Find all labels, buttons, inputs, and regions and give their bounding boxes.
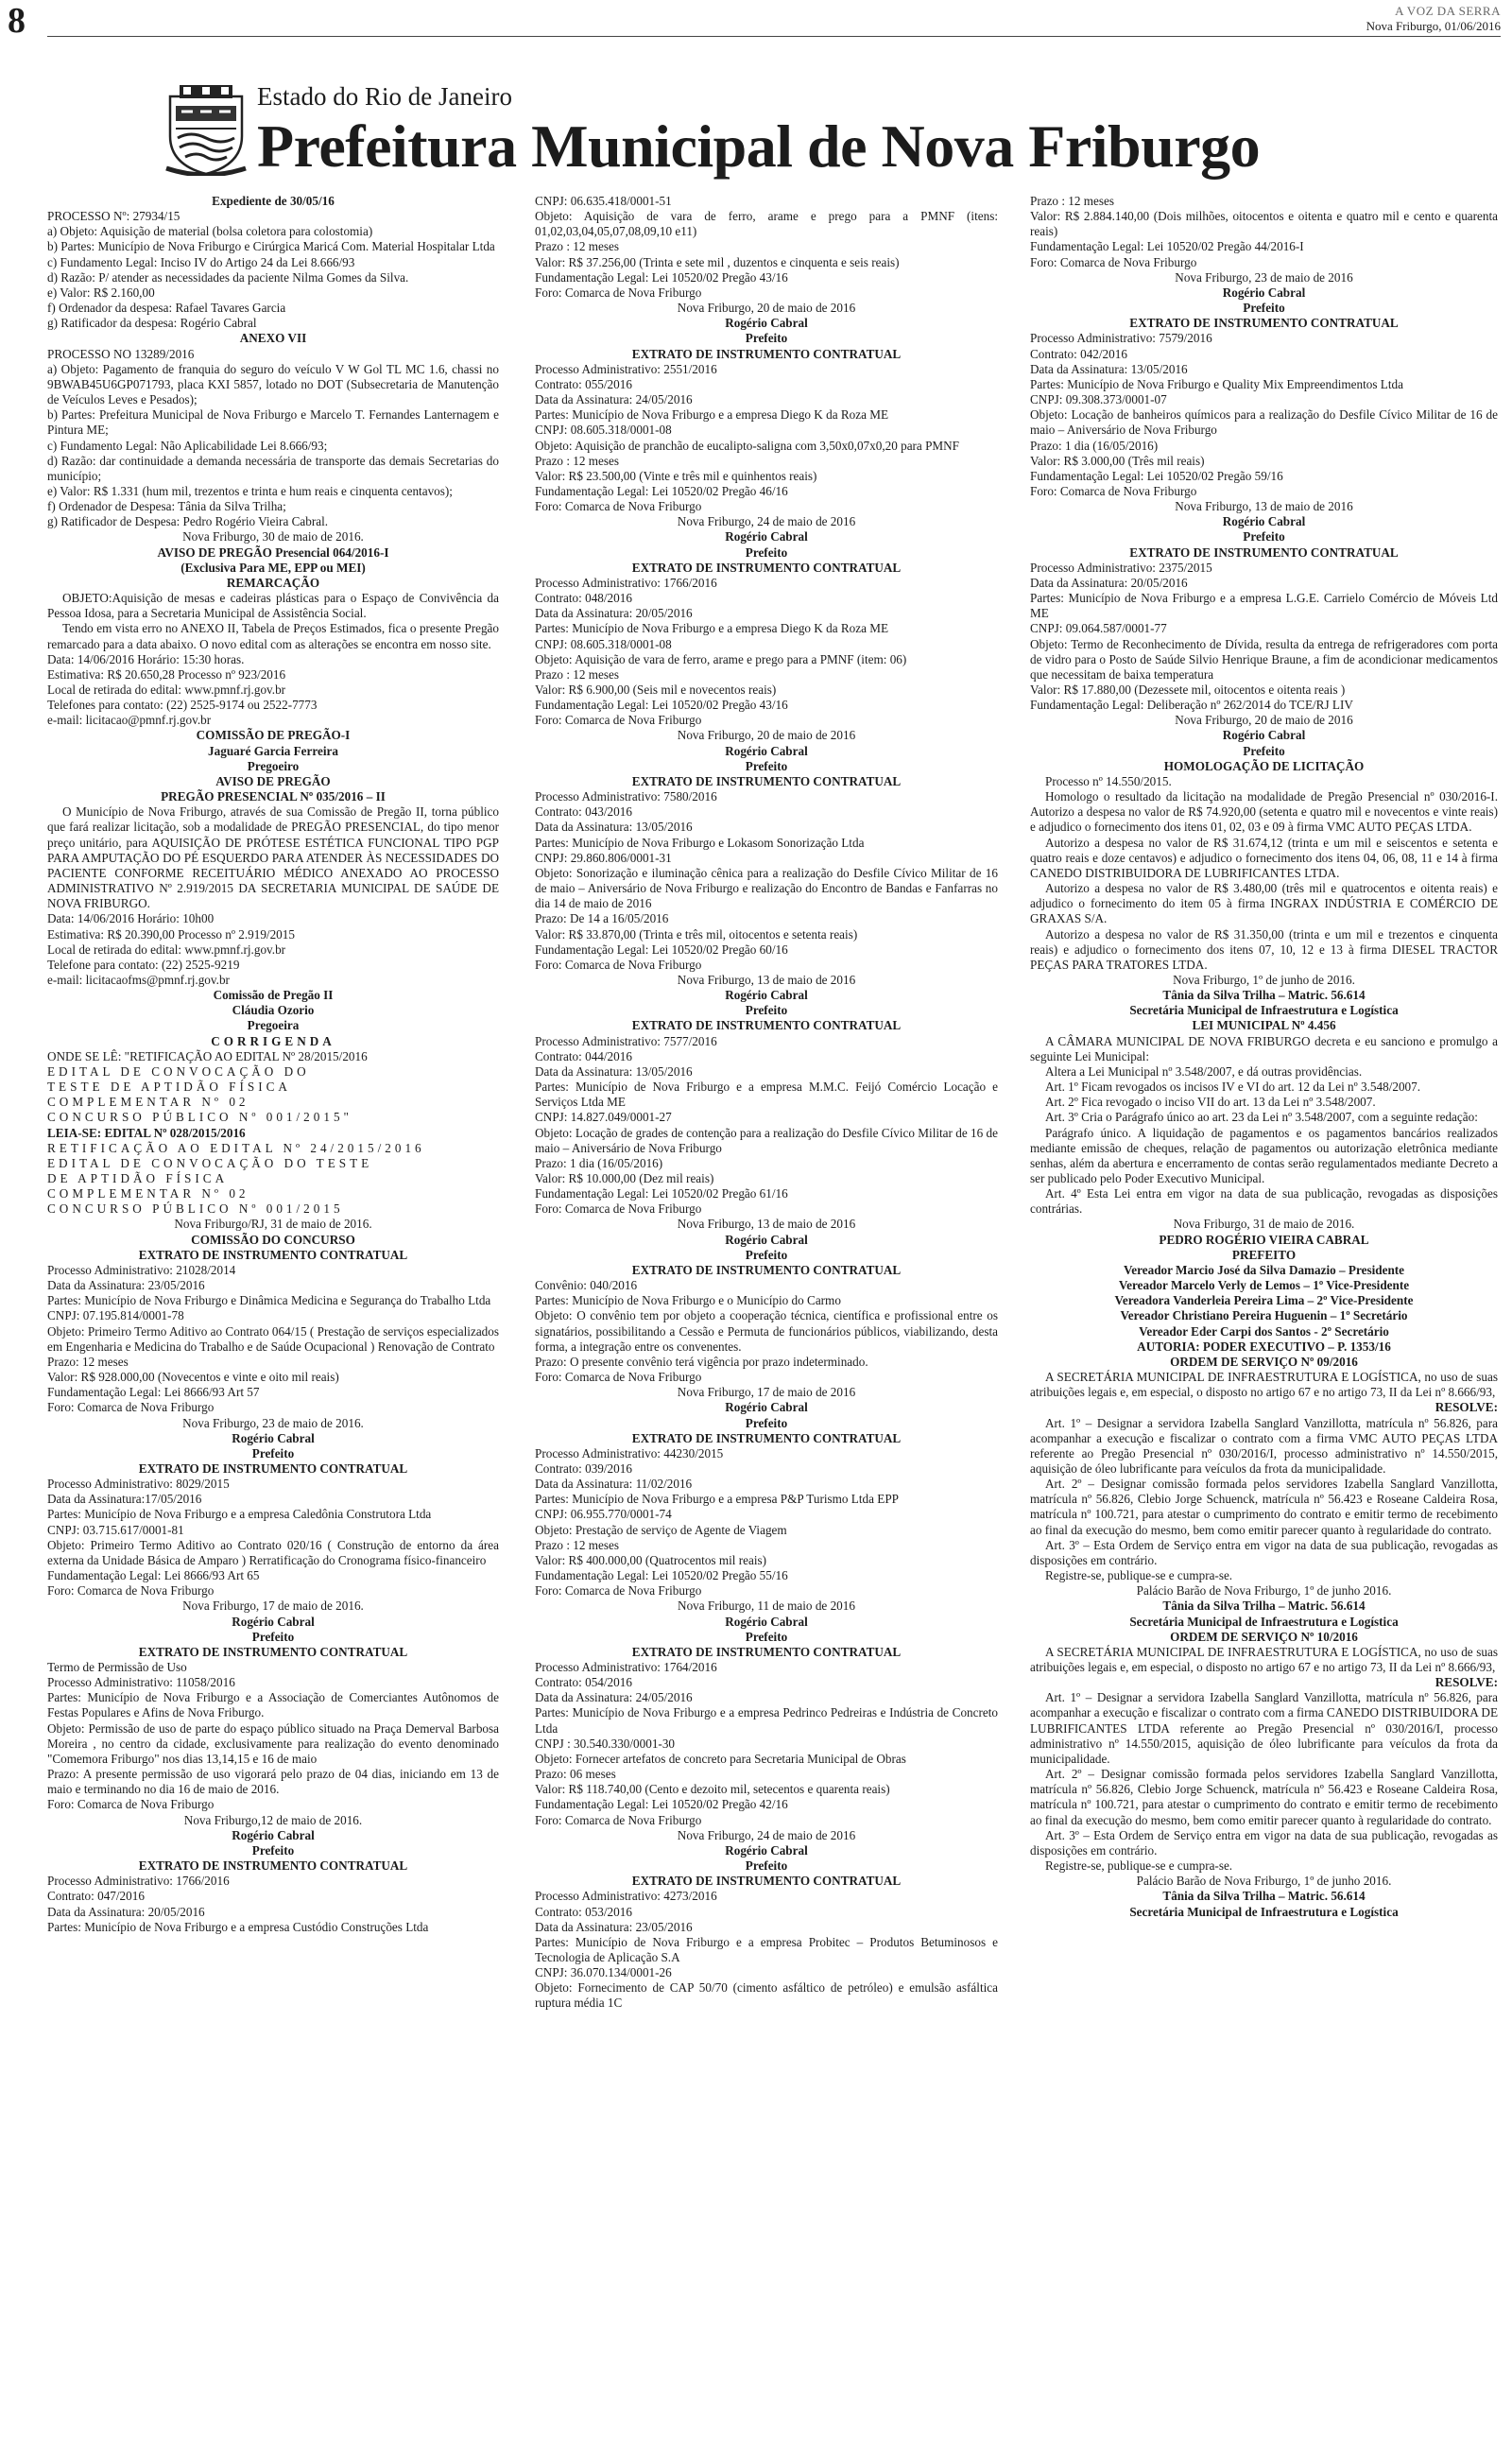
signature-line: AUTORIA: PODER EXECUTIVO – P. 1353/16 (1137, 1339, 1391, 1354)
text-line: Partes: Município de Nova Friburgo e a empresa Custódio Construções Ltda (47, 1919, 429, 1934)
text-line: Foro: Comarca de Nova Friburgo (535, 1201, 702, 1217)
text-line: g) Ratificador da despesa: Rogério Cabral (47, 316, 257, 331)
text-line: Contrato: 053/2016 (535, 1904, 632, 1919)
text-line: Partes: Município de Nova Friburgo e a empresa Probitec – Produtos Betuminosos e Tecnologia de Aplicação S.A (535, 1934, 998, 1964)
text-line: Partes: Município de Nova Friburgo e Quality Mix Empreendimentos Ltda (1030, 376, 1403, 391)
text-line: Objeto: Fornecimento de CAP 50/70 (cimento asfáltico de petróleo) e emulsão asfáltica ruptura média 1C (535, 1980, 998, 2011)
text-line: Prazo : 12 meses (535, 666, 619, 682)
text-line: Partes: Município de Nova Friburgo e a empresa Diego K da Roza ME (535, 407, 889, 423)
date-line: Nova Friburgo, 24 de maio de 2016 (677, 514, 856, 529)
text-line: Foro: Comarca de Nova Friburgo (47, 1400, 215, 1415)
text-line: CNPJ: 07.195.814/0001-78 (47, 1308, 184, 1323)
text-line: Contrato: 042/2016 (1030, 346, 1127, 361)
text-line: f) Ordenador de Despesa: Tânia da Silva Trilha; (47, 499, 286, 514)
signature-line: COMISSÃO DE PREGÃO-I (196, 728, 351, 743)
section-heading: EXTRATO DE INSTRUMENTO CONTRATUAL (631, 1644, 902, 1659)
text-line: Foro: Comarca de Nova Friburgo (1030, 254, 1197, 269)
date-line: Nova Friburgo, 20 de maio de 2016 (677, 728, 856, 743)
text-line: Objeto: O convênio tem por objeto a cooperação técnica, científica e profissional entre os signatários, possibilitando a Cessão e Permuta de funcionários públicos, viabilizando, desta forma, a integração entre os convenentes. (535, 1308, 998, 1354)
text-line: d) Razão: P/ atender as necessidades da paciente Nilma Gomes da Silva. (47, 269, 409, 285)
text-line: Data da Assinatura: 13/05/2016 (1030, 361, 1188, 376)
text-line: Art. 2º – Designar comissão formada pelos servidores Izabella Sanglard Vanzillotta, matrícula nº 56.826, Clebio Jorge Schuenck, matrícula nº 56.423 e Roseane Caldeira Rosa, matrícula nº 100.721, para atestar o cumprimento do contrato e emitir termo de recebimento ao final da execução do mesmo, bem como emitir parecer quanto à regularidade do contrato. (1030, 1767, 1498, 1827)
text-line: Prazo : 12 meses (535, 453, 619, 468)
text-line: g) Ratificador de Despesa: Pedro Rogério Vieira Cabral. (47, 514, 329, 529)
text-line: Fundamentação Legal: Lei 10520/02 Pregão 55/16 (535, 1568, 788, 1583)
text-line: Objeto: Primeiro Termo Aditivo ao Contrato 020/16 ( Construção de entorno da área externa da Unidade Básica de Amparo ) Rerratificação do Cronograma físico-financeiro (47, 1537, 499, 1567)
section-heading: LEI MUNICIPAL Nº 4.456 (1192, 1018, 1336, 1033)
text-line: Processo Administrativo: 7580/2016 (535, 789, 717, 804)
date-line: Nova Friburgo, 23 de maio de 2016. (182, 1415, 364, 1430)
text-line: CNPJ: 09.308.373/0001-07 (1030, 392, 1167, 407)
date-line: Nova Friburgo, 11 de maio de 2016 (678, 1599, 855, 1614)
section-heading: EXTRATO DE INSTRUMENTO CONTRATUAL (631, 1018, 902, 1033)
text-line: Objeto: Aquisição de pranchão de eucalipto-saligna com 3,50x0,07x0,20 para PMNF (535, 438, 960, 453)
text-line: Fundamentação Legal: Lei 8666/93 Art 57 (47, 1385, 260, 1400)
section-subheading: REMARCAÇÃO (226, 575, 320, 590)
text-line: e-mail: licitacao@pmnf.rj.gov.br (47, 713, 212, 728)
text-line: Foro: Comarca de Nova Friburgo (535, 1583, 702, 1599)
text-line: Prazo: De 14 a 16/05/2016 (535, 911, 669, 926)
section-heading: EXTRATO DE INSTRUMENTO CONTRATUAL (138, 1644, 408, 1659)
text-line: Termo de Permissão de Uso (47, 1660, 187, 1674)
header-rule (47, 36, 1501, 37)
text-line: Processo Administrativo: 44230/2015 (535, 1445, 724, 1460)
text-line: Estimativa: R$ 20.390,00 Processo nº 2.919/2015 (47, 926, 295, 942)
text-line: Data da Assinatura: 13/05/2016 (535, 820, 693, 835)
signature-line: Rogério Cabral (725, 529, 808, 544)
text-line: Foro: Comarca de Nova Friburgo (535, 499, 702, 514)
signature-line: Prefeito (745, 331, 788, 346)
text-line: Objeto: Aquisição de vara de ferro, arame e prego para a PMNF (item: 06) (535, 651, 907, 666)
signature-line: Tânia da Silva Trilha – Matric. 56.614 (1162, 1599, 1366, 1614)
date-line: Nova Friburgo, 23 de maio de 2016 (1175, 269, 1353, 285)
text-line: Prazo: O presente convênio terá vigência por prazo indeterminado. (535, 1354, 868, 1369)
text-line: e) Valor: R$ 2.160,00 (47, 285, 155, 300)
text-line: Processo Administrativo: 2551/2016 (535, 361, 717, 376)
text-line: PROCESSO Nº: 27934/15 (47, 209, 180, 224)
text-line: Data: 14/06/2016 Horário: 15:30 horas. (47, 651, 245, 666)
text-line: Autorizo a despesa no valor de R$ 31.350,00 (trinta e um mil e trezentos e cinquenta reais) e adjudico o fornecimento dos itens 07, 10, 12 e 13 à firma DIESEL TRACTOR PEÇAS PARA TRATORES LTDA. (1030, 926, 1498, 972)
text-line: Foro: Comarca de Nova Friburgo (535, 1812, 702, 1827)
text-line: d) Razão: dar continuidade a demanda necessária de transporte das demais Secretarias do município; (47, 453, 499, 483)
signature-line: Jaguaré Garcia Ferreira (208, 743, 338, 758)
text-line: CNPJ: 29.860.806/0001-31 (535, 850, 672, 865)
text-line: Data da Assinatura: 20/05/2016 (47, 1904, 205, 1919)
section-heading: EXTRATO DE INSTRUMENTO CONTRATUAL (631, 560, 902, 575)
text-line: EDITAL DE CONVOCAÇÃO DO TESTE (47, 1155, 373, 1170)
text-line: CNPJ: 03.715.617/0001-81 (47, 1522, 184, 1537)
text-line: Prazo : 12 meses (535, 1537, 619, 1552)
text-line: Estimativa: R$ 20.650,28 Processo nº 923/2016 (47, 666, 286, 682)
text-line: Data da Assinatura: 23/05/2016 (47, 1278, 205, 1293)
signature-line: Secretária Municipal de Infraestrutura e Logística (1129, 1904, 1399, 1919)
signature-line: Rogério Cabral (725, 1842, 808, 1858)
signature-line: Tânia da Silva Trilha – Matric. 56.614 (1162, 1889, 1366, 1904)
text-line: Objeto: Prestação de serviço de Agente de Viagem (535, 1522, 787, 1537)
signature-line: Prefeito (745, 1003, 788, 1018)
signature-line: Prefeito (745, 1247, 788, 1262)
section-heading: EXTRATO DE INSTRUMENTO CONTRATUAL (138, 1858, 408, 1874)
expediente-heading: Expediente de 30/05/16 (212, 194, 335, 208)
text-line: Objeto: Primeiro Termo Aditivo ao Contrato 064/15 ( Prestação de serviços especializados em Engenharia e Medicina do Trabalho e de Saúde Ocupacional ) Renovação de Contrato (47, 1323, 499, 1354)
text-line: Processo Administrativo: 7579/2016 (1030, 331, 1212, 346)
signature-line: Secretária Municipal de Infraestrutura e Logística (1129, 1003, 1399, 1018)
text-line: CONCURSO PÚBLICO Nº 001/2015" (47, 1110, 352, 1125)
text-line: Processo Administrativo: 8029/2015 (47, 1477, 230, 1492)
text-line: Data da Assinatura: 24/05/2016 (535, 1690, 693, 1705)
text-line: Processo Administrativo: 1764/2016 (535, 1660, 717, 1674)
text-line: Fundamentação Legal: Lei 10520/02 Pregão 59/16 (1030, 468, 1283, 483)
text-line: Fundamentação Legal: Lei 8666/93 Art 65 (47, 1568, 260, 1583)
text-line: Prazo: 06 meses (535, 1767, 616, 1782)
signature-line: Prefeito (745, 1858, 788, 1874)
text-line: Fundamentação Legal: Lei 10520/02 Pregão 61/16 (535, 1186, 788, 1201)
text-line: Autorizo a despesa no valor de R$ 31.674,12 (trinta e um mil e seiscentos e setenta e quatro reais e doze centavos) e adjudico o fornecimento dos itens 04, 06, 08, 11 e 14 à firma CANEDO DISTRIBUIDORA DE LUBRIFICANTES LTDA. (1030, 835, 1498, 880)
signature-line: Cláudia Ozorio (232, 1003, 315, 1018)
text-line: Prazo: 1 dia (16/05/2016) (1030, 438, 1159, 453)
date-line: Palácio Barão de Nova Friburgo, 1º de junho 2016. (1136, 1874, 1392, 1889)
signature-line: Rogério Cabral (1222, 728, 1306, 743)
signature-line: PEDRO ROGÉRIO VIEIRA CABRAL (1159, 1232, 1369, 1247)
text-line: Contrato: 054/2016 (535, 1675, 632, 1690)
section-heading: CORRIGENDA (211, 1033, 335, 1048)
date-line: Nova Friburgo, 31 de maio de 2016. (1173, 1217, 1355, 1232)
section-heading: ORDEM DE SERVIÇO Nº 10/2016 (1170, 1629, 1358, 1644)
signature-line: Rogério Cabral (725, 316, 808, 331)
date-line: Nova Friburgo,12 de maio de 2016. (183, 1812, 363, 1827)
signature-line: Rogério Cabral (725, 1400, 808, 1415)
signature-line: Rogério Cabral (232, 1827, 315, 1842)
date-line: Nova Friburgo, 13 de maio de 2016 (1175, 499, 1353, 514)
resolve-label: RESOLVE: (1435, 1400, 1498, 1415)
date-line: Nova Friburgo, 20 de maio de 2016 (1175, 713, 1353, 728)
date-line: Nova Friburgo, 20 de maio de 2016 (677, 301, 856, 316)
text-line: a) Objeto: Aquisição de material (bolsa coletora para colostomia) (47, 224, 373, 239)
signature-line: PREFEITO (1231, 1247, 1297, 1262)
section-heading: EXTRATO DE INSTRUMENTO CONTRATUAL (631, 1262, 902, 1277)
date-line: Nova Friburgo, 13 de maio de 2016 (677, 972, 856, 987)
text-line: OBJETO:Aquisição de mesas e cadeiras plásticas para o Espaço de Convivência da Pessoa Idosa, para a Secretaria Municipal de Assistência Social. (47, 591, 499, 621)
signature-line: Prefeito (745, 544, 788, 560)
signature-line: Rogério Cabral (232, 1614, 315, 1629)
text-line: Contrato: 048/2016 (535, 591, 632, 606)
section-subheading: (Exclusiva Para ME, EPP ou MEI) (180, 560, 366, 575)
section-heading: AVISO DE PREGÃO Presencial 064/2016-I (157, 544, 389, 560)
text-line: CNPJ: 06.955.770/0001-74 (535, 1507, 672, 1522)
signature-line: Prefeito (745, 758, 788, 773)
text-line: A SECRETÁRIA MUNICIPAL DE INFRAESTRUTURA E LOGÍSTICA, no uso de suas atribuições legais e, em especial, o disposto no artigo 67 e no artigo 73, II da Lei nº 8.666/93, (1030, 1370, 1498, 1400)
text-line: Processo Administrativo: 11058/2016 (47, 1675, 235, 1690)
text-line: Data da Assinatura: 23/05/2016 (535, 1919, 693, 1934)
text-line: Homologo o resultado da licitação na modalidade de Pregão Presencial nº 030/2016-I. Autorizo a despesa no valor de R$ 74.920,00 (setenta e quatro mil e novecentos e vinte reais) e adjudico o fornecimento dos itens 01, 02, 03 e 09 à firma VMC AUTO PEÇAS LTDA. (1030, 789, 1498, 835)
date-line: Nova Friburgo, 30 de maio de 2016. (182, 529, 364, 544)
text-line: Registre-se, publique-se e cumpra-se. (1045, 1858, 1233, 1874)
signature-line: Prefeito (251, 1629, 295, 1644)
text-line: CNPJ: 06.635.418/0001-51 (535, 194, 672, 208)
text-line: Data: 14/06/2016 Horário: 10h00 (47, 911, 215, 926)
text-line: Objeto: Locação de grades de contenção para a realização do Desfile Cívico Militar de 16 de maio – Aniversário de Nova Friburgo (535, 1125, 998, 1155)
date-line: Nova Friburgo/RJ, 31 de maio de 2016. (174, 1217, 372, 1232)
text-line: e) Valor: R$ 1.331 (hum mil, trezentos e trinta e hum reais e cinquenta centavos); (47, 483, 453, 498)
text-line: Valor: R$ 23.500,00 (Vinte e três mil e quinhentos reais) (535, 468, 817, 483)
text-line: ONDE SE LÊ: "RETIFICAÇÃO AO EDITAL Nº 28/2015/2016 (47, 1048, 368, 1063)
signature-line: Comissão de Pregão II (213, 988, 334, 1003)
text-line: Foro: Comarca de Nova Friburgo (47, 1797, 215, 1812)
text-line: CNPJ: 14.827.049/0001-27 (535, 1110, 672, 1125)
text-line: Prazo : 12 meses (535, 239, 619, 254)
text-line: DE APTIDÃO FÍSICA (47, 1171, 229, 1185)
text-line: CNPJ: 36.070.134/0001-26 (535, 1965, 672, 1980)
signature-line: Secretária Municipal de Infraestrutura e Logística (1129, 1614, 1399, 1629)
column-1 (47, 194, 499, 1935)
text-line: Processo nº 14.550/2015. (1045, 773, 1172, 788)
signature-line: Rogério Cabral (725, 743, 808, 758)
section-heading: EXTRATO DE INSTRUMENTO CONTRATUAL (138, 1247, 408, 1262)
text-line: CNPJ: 09.064.587/0001-77 (1030, 621, 1167, 636)
newspaper-masthead (1366, 4, 1501, 34)
text-line: Convênio: 040/2016 (535, 1278, 638, 1293)
text-line: Local de retirada do edital: www.pmnf.rj.gov.br (47, 942, 286, 957)
text-line: Foro: Comarca de Nova Friburgo (535, 285, 702, 300)
section-heading: EXTRATO DE INSTRUMENTO CONTRATUAL (631, 346, 902, 361)
text-line: Valor: R$ 37.256,00 (Trinta e sete mil , duzentos e cinquenta e seis reais) (535, 254, 900, 269)
date-line: Nova Friburgo, 17 de maio de 2016. (182, 1599, 364, 1614)
text-line: Objeto: Locação de banheiros químicos para a realização do Desfile Cívico Militar de 16 de maio – Aniversário de Nova Friburgo (1030, 407, 1498, 438)
page-number: 8 (8, 1, 26, 41)
text-line: Autorizo a despesa no valor de R$ 3.480,00 (três mil e quatrocentos e oitenta reais) e adjudico o fornecimento do item 05 à firma INGRAX INDÚSTRIA E COMÉRCIO DE GRAXAS S/A. (1030, 881, 1498, 926)
text-line: Objeto: Fornecer artefatos de concreto para Secretaria Municipal de Obras (535, 1751, 906, 1766)
text-line: Data da Assinatura: 20/05/2016 (535, 606, 693, 621)
text-line: Contrato: 039/2016 (535, 1460, 632, 1476)
state-name: Estado do Rio de Janeiro (257, 82, 512, 111)
text-line: Registre-se, publique-se e cumpra-se. (1045, 1568, 1233, 1583)
text-line: A CÂMARA MUNICIPAL DE NOVA FRIBURGO decreta e eu sanciono e promulgo a seguinte Lei Municipal: (1030, 1033, 1498, 1063)
text-line: Valor: R$ 6.900,00 (Seis mil e novecentos reais) (535, 683, 777, 697)
text-line: b) Partes: Prefeitura Municipal de Nova Friburgo e Marcelo T. Fernandes Lanternagem e Pintura ME; (47, 407, 499, 438)
text-line: Art. 1º – Designar a servidora Izabella Sanglard Vanzillotta, matrícula nº 56.826, para acompanhar a execução e fiscalizar o contrato com a firma VMC AUTO PEÇAS LTDA referente ao Pregão Presencial nº 030/2016/I, processo administrativo nº 14.550/2015, aquisição de óleo lubrificante para veículos da frota da municipalidade. (1030, 1415, 1498, 1476)
text-line: Valor: R$ 2.884.140,00 (Dois milhões, oitocentos e oitenta e quatro mil e cento e quarenta reais) (1030, 209, 1498, 239)
signature-line: Vereadora Vanderleia Pereira Lima – 2º Vice-Presidente (1114, 1293, 1414, 1308)
text-line: Data da Assinatura: 13/05/2016 (535, 1063, 693, 1079)
text-line: Valor: R$ 3.000,00 (Três mil reais) (1030, 453, 1205, 468)
date-line: Palácio Barão de Nova Friburgo, 1º de junho 2016. (1136, 1583, 1392, 1599)
text-line: Partes: Município de Nova Friburgo e a empresa P&P Turismo Ltda EPP (535, 1492, 899, 1507)
signature-line: Rogério Cabral (1222, 514, 1306, 529)
signature-line: Rogério Cabral (232, 1430, 315, 1445)
text-line: Objeto: Termo de Reconhecimento de Dívida, resulta da entrega de refrigeradores com porta de vidro para o Posto de Saúde Silvio Henrique Braune, a fim de acondicionar medicamentos que necessitam de baixa temperatura (1030, 636, 1498, 682)
text-line: Partes: Município de Nova Friburgo e a empresa Diego K da Roza ME (535, 621, 889, 636)
text-line: Prazo: 12 meses (47, 1354, 129, 1369)
section-heading: EXTRATO DE INSTRUMENTO CONTRATUAL (138, 1460, 408, 1476)
text-line: Data da Assinatura:17/05/2016 (47, 1492, 202, 1507)
signature-line: Rogério Cabral (1222, 285, 1306, 300)
text-line: Foro: Comarca de Nova Friburgo (535, 713, 702, 728)
text-line: Processo Administrativo: 1766/2016 (47, 1874, 230, 1889)
signature-line: Pregoeira (247, 1018, 300, 1033)
issue-date: Nova Friburgo, 01/06/2016 (1366, 19, 1501, 33)
text-line: Processo Administrativo: 4273/2016 (535, 1889, 717, 1904)
newspaper-name: A VOZ DA SERRA (1395, 4, 1501, 18)
text-line: Contrato: 055/2016 (535, 376, 632, 391)
date-line: Nova Friburgo, 1º de junho de 2016. (1173, 972, 1355, 987)
text-line: Art. 1º Ficam revogados os incisos IV e VI do art. 12 da Lei nº 3.548/2007. (1045, 1080, 1421, 1095)
text-line: Partes: Município de Nova Friburgo e a Associação de Comerciantes Autônomos de Festas Populares e Afins de Nova Friburgo. (47, 1690, 499, 1720)
signature-line: Rogério Cabral (725, 1614, 808, 1629)
section-subheading: PREGÃO PRESENCIAL Nº 035/2016 – II (161, 789, 386, 804)
resolve-label: RESOLVE: (1435, 1675, 1498, 1690)
signature-line: Prefeito (745, 1415, 788, 1430)
signature-line: Rogério Cabral (725, 988, 808, 1003)
signature-line: Vereador Marcelo Verly de Lemos – 1º Vice-Presidente (1118, 1278, 1410, 1293)
text-line: Contrato: 047/2016 (47, 1889, 145, 1904)
text-line: Valor: R$ 118.740,00 (Cento e dezoito mil, setecentos e quarenta reais) (535, 1782, 890, 1797)
text-line: Parágrafo único. A liquidação de pagamentos e os pagamentos bancários realizados mediante emissão de cheques, relação de pagamentos ou autorização eletrônica mediante senhas, além da abertura e encerramento de contas serão regulamentados mediante Decreto a ser publicado pelo Poder Executivo Municipal. (1030, 1125, 1498, 1185)
text-line: Art. 3º – Esta Ordem de Serviço entra em vigor na data de sua publicação, revogadas as disposições em contrário. (1030, 1827, 1498, 1858)
signature-line: Vereador Eder Carpi dos Santos - 2º Secretário (1139, 1323, 1389, 1339)
text-line: COMPLEMENTAR Nº 02 (47, 1095, 249, 1110)
text-line: Partes: Município de Nova Friburgo e a empresa Pedrinco Pedreiras e Indústria de Concreto Ltda (535, 1705, 998, 1736)
text-line: Foro: Comarca de Nova Friburgo (535, 957, 702, 972)
text-line: e-mail: licitacaofms@pmnf.rj.gov.br (47, 972, 230, 987)
section-heading: ANEXO VII (239, 331, 307, 346)
text-line: Fundamentação Legal: Deliberação nº 262/2014 do TCE/RJ LIV (1030, 698, 1353, 713)
text-line: Partes: Município de Nova Friburgo e Dinâmica Medicina e Segurança do Trabalho Ltda (47, 1293, 491, 1308)
date-line: Nova Friburgo, 17 de maio de 2016 (677, 1385, 856, 1400)
text-line: Valor: R$ 400.000,00 (Quatrocentos mil reais) (535, 1552, 767, 1567)
text-line: Fundamentação Legal: Lei 10520/02 Pregão 43/16 (535, 269, 788, 285)
text-line: Partes: Município de Nova Friburgo e a empresa M.M.C. Feijó Comércio Locação e Serviços Ltda ME (535, 1080, 998, 1110)
text-line: EDITAL DE CONVOCAÇÃO DO (47, 1063, 310, 1079)
text-line: LEIA-SE: EDITAL Nº 028/2015/2016 (47, 1125, 246, 1140)
text-line: Valor: R$ 33.870,00 (Trinta e três mil, oitocentos e setenta reais) (535, 926, 858, 942)
text-line: Processo Administrativo: 1766/2016 (535, 575, 717, 590)
section-heading: HOMOLOGAÇÃO DE LICITAÇÃO (1163, 758, 1365, 773)
text-line: Foro: Comarca de Nova Friburgo (47, 1583, 215, 1599)
text-line: Fundamentação Legal: Lei 10520/02 Pregão 46/16 (535, 483, 788, 498)
text-line: RETIFICAÇÃO AO EDITAL Nº 24/2015/2016 (47, 1140, 425, 1155)
text-line: A SECRETÁRIA MUNICIPAL DE INFRAESTRUTURA E LOGÍSTICA, no uso de suas atribuições legais e, em especial, o disposto no artigo 67 e no artigo 73, II da Lei nº 8.666/93, (1030, 1644, 1498, 1674)
signature-line: Vereador Marcio José da Silva Damazio – Presidente (1123, 1262, 1405, 1277)
text-line: Data da Assinatura: 11/02/2016 (535, 1477, 693, 1492)
text-line: Partes: Município de Nova Friburgo e a empresa L.G.E. Carrielo Comércio de Móveis Ltd ME (1030, 591, 1498, 621)
text-line: Valor: R$ 928.000,00 (Novecentos e vinte e oito mil reais) (47, 1370, 339, 1385)
text-line: Data da Assinatura: 20/05/2016 (1030, 575, 1188, 590)
text-line: PROCESSO NO 13289/2016 (47, 346, 195, 361)
signature-line: Tânia da Silva Trilha – Matric. 56.614 (1162, 988, 1366, 1003)
coat-of-arms-icon (163, 83, 249, 176)
text-line: c) Fundamento Legal: Não Aplicabilidade Lei 8.666/93; (47, 438, 328, 453)
text-line: Processo Administrativo: 7577/2016 (535, 1033, 717, 1048)
column-2 (535, 194, 998, 2012)
text-line: CNPJ : 30.540.330/0001-30 (535, 1736, 676, 1751)
section-heading: EXTRATO DE INSTRUMENTO CONTRATUAL (1129, 316, 1399, 331)
text-line: Art. 3º – Esta Ordem de Serviço entra em vigor na data de sua publicação, revogadas as disposições em contrário. (1030, 1537, 1498, 1567)
date-line: Nova Friburgo, 24 de maio de 2016 (677, 1827, 856, 1842)
text-line: Foro: Comarca de Nova Friburgo (535, 1370, 702, 1385)
text-line: Fundamentação Legal: Lei 10520/02 Pregão 43/16 (535, 698, 788, 713)
text-line: c) Fundamento Legal: Inciso IV do Artigo 24 da Lei 8.666/93 (47, 254, 355, 269)
signature-line: Vereador Christiano Pereira Huguenin – 1º Secretário (1120, 1308, 1408, 1323)
signature-line: Prefeito (1243, 743, 1285, 758)
text-line: Foro: Comarca de Nova Friburgo (1030, 483, 1197, 498)
text-line: Altera a Lei Municipal nº 3.548/2007, e dá outras providências. (1045, 1063, 1363, 1079)
text-line: Fundamentação Legal: Lei 10520/02 Pregão 60/16 (535, 942, 788, 957)
text-line: Art. 4º Esta Lei entra em vigor na data de sua publicação, revogadas as disposições contrárias. (1030, 1186, 1498, 1217)
text-line: Partes: Município de Nova Friburgo e a empresa Caledônia Construtora Ltda (47, 1507, 432, 1522)
text-line: Fundamentação Legal: Lei 10520/02 Pregão 42/16 (535, 1797, 788, 1812)
text-line: f) Ordenador da despesa: Rafael Tavares Garcia (47, 301, 286, 316)
text-line: Processo Administrativo: 2375/2015 (1030, 560, 1212, 575)
text-line: Art. 3º Cria o Parágrafo único ao art. 23 da Lei nº 3.548/2007, com a seguinte redação: (1045, 1110, 1478, 1125)
text-line: Data da Assinatura: 24/05/2016 (535, 392, 693, 407)
text-line: Fundamentação Legal: Lei 10520/02 Pregão 44/2016-I (1030, 239, 1304, 254)
signature-line: Prefeito (251, 1842, 295, 1858)
text-line: CONCURSO PÚBLICO Nº 001/2015 (47, 1201, 344, 1217)
text-line: Valor: R$ 17.880,00 (Dezessete mil, oitocentos e oitenta reais ) (1030, 683, 1346, 697)
signature-line: Prefeito (1243, 529, 1285, 544)
text-line: CNPJ: 08.605.318/0001-08 (535, 423, 672, 438)
section-heading: EXTRATO DE INSTRUMENTO CONTRATUAL (1129, 544, 1399, 560)
section-heading: AVISO DE PREGÃO (215, 773, 331, 788)
signature-line: Prefeito (251, 1445, 295, 1460)
signature-line: Rogério Cabral (725, 1232, 808, 1247)
text-line: Art. 1º – Designar a servidora Izabella Sanglard Vanzillotta, matrícula nº 56.826, para acompanhar a execução e fiscalizar o contrato com a firma CANEDO DISTRIBUIDORA DE LUBRIFICANTES LTDA referente ao Pregão Presencial nº 030/2016/I, processo administrativo nº 14.550/2015, aquisição de óleo lubrificante para veículos da frota da municipalidade. (1030, 1690, 1498, 1766)
text-line: Objeto: Aquisição de vara de ferro, arame e prego para a PMNF (itens: 01,02,03,04,05,07,08,09,10 e11) (535, 209, 998, 239)
text-line: Art. 2º Fica revogado o inciso VII do art. 13 da Lei nº 3.548/2007. (1045, 1095, 1376, 1110)
text-line: b) Partes: Município de Nova Friburgo e Cirúrgica Maricá Com. Material Hospitalar Ltda (47, 239, 495, 254)
text-line: Contrato: 044/2016 (535, 1048, 632, 1063)
text-line: O Município de Nova Friburgo, através de sua Comissão de Pregão II, torna público que fará realizar licitação, sob a modalidade de PREGÃO PRESENCIAL, do tipo menor preço unitário, para AQUISIÇÃO DE PRÓTESE ESTÉTICA FUNCIONAL TIPO PGP PARA AMPUTAÇÃO DO PÉ ESQUERDO PARA ATENDER ÀS NECESSIDADES DO PACIENTE CONFORME RECEITUÁRIO MÉDICO ANEXADO AO PROCESSO ADMINISTRATIVO Nº 2.919/2015 DA SECRETARIA MUNICIPAL DE SAÚDE DE NOVA FRIBURGO. (47, 804, 499, 911)
text-line: Partes: Município de Nova Friburgo e o Município do Carmo (535, 1293, 841, 1308)
text-line: Contrato: 043/2016 (535, 804, 632, 820)
text-line: Prazo : 12 meses (1030, 194, 1114, 208)
text-line: Processo Administrativo: 21028/2014 (47, 1262, 236, 1277)
text-line: Telefones para contato: (22) 2525-9174 ou 2522-7773 (47, 698, 318, 713)
section-heading: EXTRATO DE INSTRUMENTO CONTRATUAL (631, 773, 902, 788)
text-line: Local de retirada do edital: www.pmnf.rj.gov.br (47, 683, 286, 697)
section-heading: EXTRATO DE INSTRUMENTO CONTRATUAL (631, 1430, 902, 1445)
signature-line: COMISSÃO DO CONCURSO (191, 1232, 355, 1247)
text-line: COMPLEMENTAR Nº 02 (47, 1186, 249, 1201)
section-heading: EXTRATO DE INSTRUMENTO CONTRATUAL (631, 1874, 902, 1889)
signature-line: Prefeito (745, 1629, 788, 1644)
text-line: Telefone para contato: (22) 2525-9219 (47, 957, 240, 972)
text-line: CNPJ: 08.605.318/0001-08 (535, 636, 672, 651)
text-line: a) Objeto: Pagamento de franquia do seguro do veículo V W Gol TL MC 1.6, chassi no 9BWAB45U6GP071793, placa KXI 5857, lotado no DOT (Subsecretaria de Manutenção de Veículos Leves e Pesados); (47, 361, 499, 407)
text-line: Art. 2º – Designar comissão formada pelos servidores Izabella Sanglard Vanzillotta, matrícula nº 56.826, Clebio Jorge Schuenck, matrícula nº 56.423 e Roseane Caldeira Rosa, matrícula nº 100.721, para atestar o cumprimento do contrato e emitir termo de recebimento ao final da execução do mesmo, bem como emitir parecer quanto à regularidade do contrato. (1030, 1477, 1498, 1537)
text-line: Prazo: A presente permissão de uso vigorará pelo prazo de 04 dias, iniciando em 13 de maio e terminando no dia 16 de maio de 2016. (47, 1767, 499, 1797)
prefeitura-title: Prefeitura Municipal de Nova Friburgo (257, 112, 1261, 180)
text-line: TESTE DE APTIDÃO FÍSICA (47, 1080, 291, 1095)
text-line: Tendo em vista erro no ANEXO II, Tabela de Preços Estimados, fica o presente Pregão remarcado para a data abaixo. O novo edital com as alterações se encontra em nosso site. (47, 621, 499, 651)
text-line: Valor: R$ 10.000,00 (Dez mil reais) (535, 1171, 714, 1185)
text-line: Objeto: Sonorização e iluminação cênica para a realização do Desfile Cívico Militar de 16 de maio – Aniversário de Nova Friburgo e realização do Encontro de Bandas e Fanfarras no dia 14 de maio de 2016 (535, 865, 998, 911)
date-line: Nova Friburgo, 13 de maio de 2016 (677, 1217, 856, 1232)
text-line: Prazo: 1 dia (16/05/2016) (535, 1155, 663, 1170)
column-3 (1030, 194, 1498, 1920)
text-line: Objeto: Permissão de uso de parte do espaço público situado na Praça Demerval Barbosa Moreira , no centro da cidade, exclusivamente para realização do evento denominado "Comemora Friburgo" nos dias 13,14,15 e 16 de maio (47, 1720, 499, 1766)
signature-line: Pregoeiro (247, 758, 300, 773)
section-heading: ORDEM DE SERVIÇO Nº 09/2016 (1170, 1354, 1358, 1369)
signature-line: Prefeito (1243, 301, 1285, 316)
text-line: Partes: Município de Nova Friburgo e Lokasom Sonorização Ltda (535, 835, 865, 850)
